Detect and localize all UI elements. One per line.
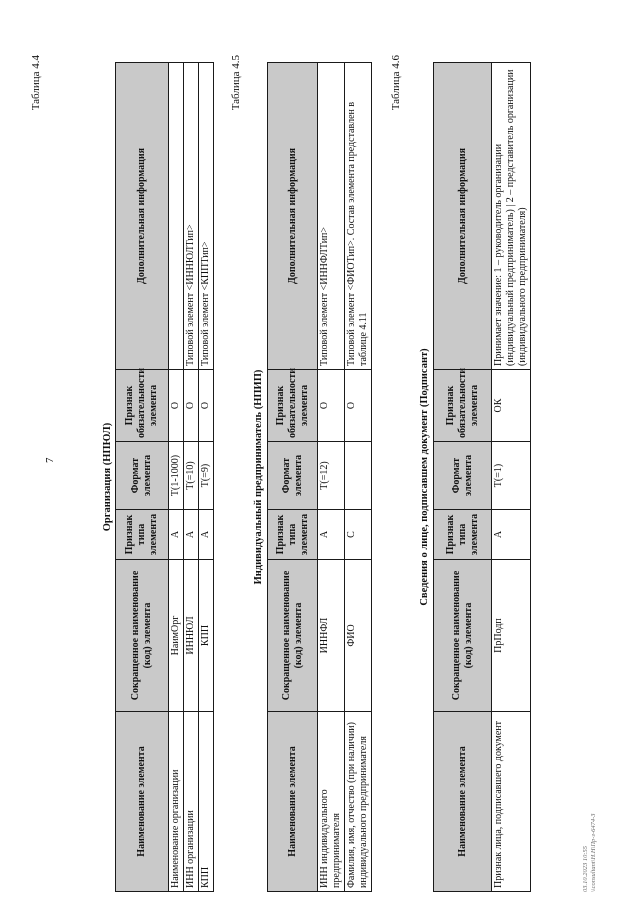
cell-info: Типовой элемент <КППТип>	[199, 63, 214, 370]
column-header: Признак обязательности элемента	[434, 370, 492, 442]
page-number: 7	[44, 457, 56, 463]
column-header: Дополнительная информация	[434, 63, 492, 370]
table-title: Сведения о лице, подписавшем документ (Подписант)	[419, 348, 430, 606]
column-header: Наименование элемента	[434, 712, 492, 892]
cell-format: T(=9)	[199, 442, 214, 510]
cell-type: А	[492, 510, 531, 560]
cell-code: ПрПодп	[492, 560, 531, 712]
cell-code: ИННФЛ	[318, 560, 345, 712]
cell-info	[169, 63, 184, 370]
cell-code: КПП	[199, 560, 214, 712]
table-title: Организация (НПЮЛ)	[102, 422, 113, 532]
table-row	[169, 63, 184, 892]
cell-required: О	[318, 370, 345, 442]
column-header: Дополнительная информация	[116, 63, 169, 370]
cell-required: О	[345, 370, 372, 442]
table-label: Таблица 4.6	[390, 55, 402, 111]
column-header: Признак обязательности элемента	[116, 370, 169, 442]
cell-code: НаимОрг	[169, 560, 184, 712]
cell-format: T(=10)	[184, 442, 199, 510]
cell-type: С	[345, 510, 372, 560]
cell-required: О	[169, 370, 184, 442]
cell-name: КПП	[199, 712, 214, 892]
cell-required: О	[199, 370, 214, 442]
column-header: Формат элемента	[268, 442, 318, 510]
cell-code: ИННЮЛ	[184, 560, 199, 712]
cell-format: T(1-1000)	[169, 442, 184, 510]
table-organization	[115, 62, 214, 892]
cell-required: ОК	[492, 370, 531, 442]
cell-name: Наименование организации	[169, 712, 184, 892]
footer-path: \\consultant\Н.Н\Пр-з-6474-3	[590, 813, 598, 892]
table-entrepreneur	[267, 62, 372, 892]
column-header: Наименование элемента	[268, 712, 318, 892]
cell-name: ИНН организации	[184, 712, 199, 892]
table-row	[492, 63, 531, 892]
table-row	[199, 63, 214, 892]
cell-format: T(=1)	[492, 442, 531, 510]
column-header: Признак типа элемента	[268, 510, 318, 560]
column-header: Признак обязательности элемента	[268, 370, 318, 442]
column-header: Наименование элемента	[116, 712, 169, 892]
cell-type: А	[199, 510, 214, 560]
column-header: Сокращенное наименование (код) элемента	[268, 560, 318, 712]
table-label: Таблица 4.5	[230, 55, 242, 111]
cell-code: ФИО	[345, 560, 372, 712]
column-header: Формат элемента	[434, 442, 492, 510]
cell-name: Признак лица, подписавшего документ	[492, 712, 531, 892]
column-header: Дополнительная информация	[268, 63, 318, 370]
cell-required: О	[184, 370, 199, 442]
document-footer	[582, 813, 599, 892]
cell-format: T(=12)	[318, 442, 345, 510]
cell-type: А	[318, 510, 345, 560]
column-header: Признак типа элемента	[434, 510, 492, 560]
cell-format	[345, 442, 372, 510]
table-label: Таблица 4.4	[30, 55, 42, 111]
cell-info: Типовой элемент <ИННФЛТип>	[318, 63, 345, 370]
column-header: Сокращенное наименование (код) элемента	[116, 560, 169, 712]
column-header: Признак типа элемента	[116, 510, 169, 560]
table-title: Индивидуальный предприниматель (НПИП)	[253, 369, 264, 585]
column-header: Сокращенное наименование (код) элемента	[434, 560, 492, 712]
table-row	[318, 63, 345, 892]
cell-name: Фамилия, имя, отчество (при наличии) индивидуального предпринимателя	[345, 712, 372, 892]
cell-info: Принимает значение: 1 – руководитель организации (индивидуальный предприниматель) | 2 – представитель организации (индивидуального предпринимателя)	[492, 63, 531, 370]
table-row	[345, 63, 372, 892]
cell-info: Типовой элемент <ФИОТип>. Состав элемента представлен в таблице 4.11	[345, 63, 372, 370]
cell-type: А	[169, 510, 184, 560]
cell-name: ИНН индивидуального предпринимателя	[318, 712, 345, 892]
table-row	[184, 63, 199, 892]
cell-info: Типовой элемент <ИННЮЛТип>	[184, 63, 199, 370]
cell-type: А	[184, 510, 199, 560]
table-signatory	[433, 62, 531, 892]
column-header: Формат элемента	[116, 442, 169, 510]
footer-timestamp: 03.10.2023 10:55	[582, 845, 589, 892]
